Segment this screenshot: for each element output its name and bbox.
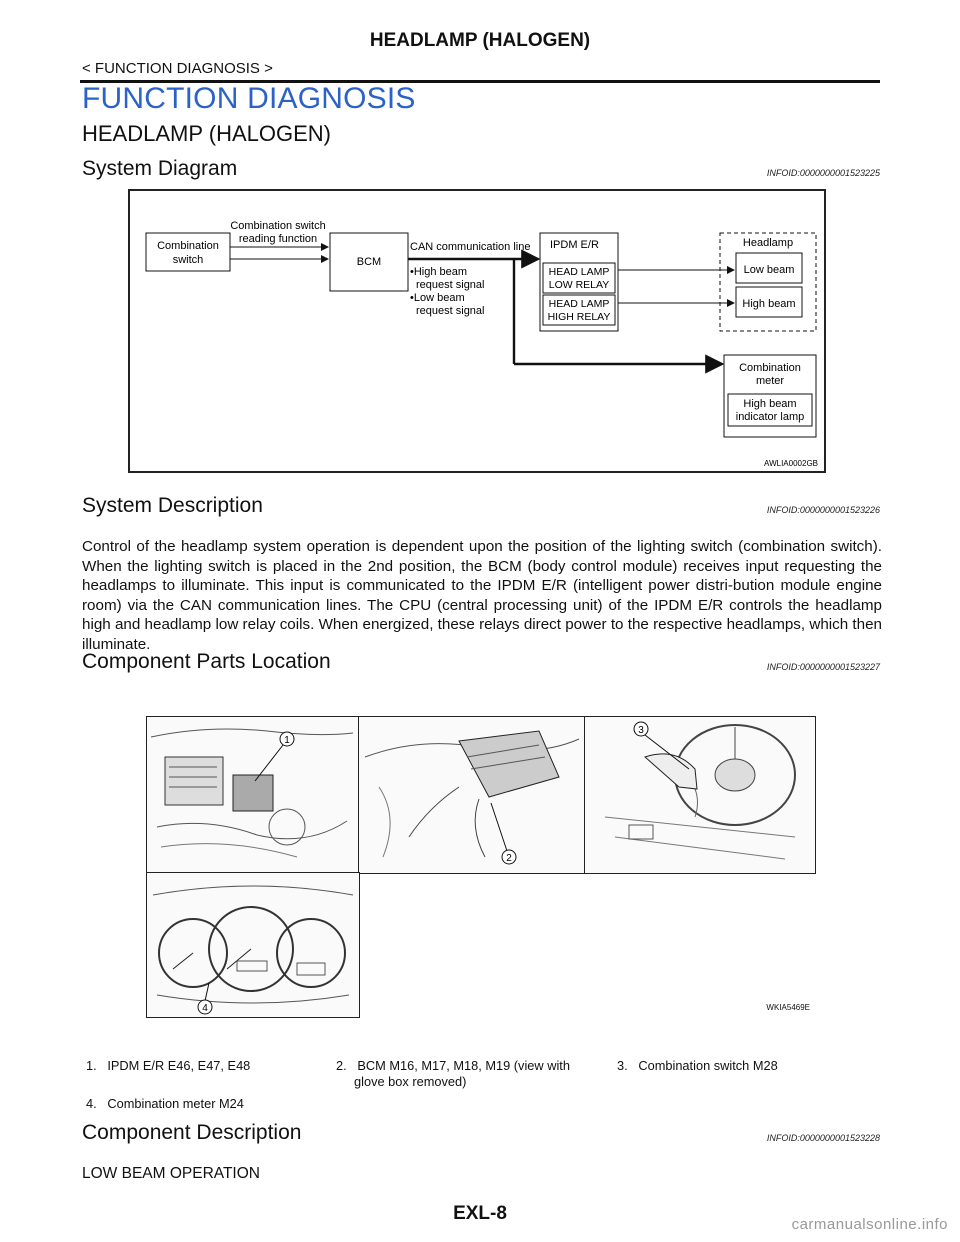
component-parts-figure <box>146 716 814 1016</box>
parts-figure-code: WKIA5469E <box>766 1003 810 1012</box>
legend-item-1: 1. IPDM E/R E46, E47, E48 <box>86 1058 251 1073</box>
system-description-infoid: INFOID:0000000001523226 <box>766 505 880 515</box>
high-beam-label: High beam <box>742 298 796 310</box>
system-diagram-figure <box>128 189 826 473</box>
diagram-code: AWLIA0002GB <box>764 459 818 468</box>
low-beam-operation-heading: LOW BEAM OPERATION <box>82 1165 260 1182</box>
legend-item-2-cont: glove box removed) <box>354 1074 467 1089</box>
legend-item-4: 4. Combination meter M24 <box>86 1096 244 1111</box>
page-header-title: HEADLAMP (HALOGEN) <box>369 30 591 51</box>
system-description-text: Control of the headlamp system operation is dependent upon the position of the lighting switch (combination switch). When the lighting switch is placed in the 2nd position, the BCM (body control module) receives input requesting the headlamps to illuminate. This input is communicated to the IPDM E/R (intelligent power distri-bution module engine room) via the CAN communication lines. The CPU (central processing unit) of the IPDM E/R controls the headlamp high and headlamp low relay coils. When energized, these relays direct power to the respective headlamps, which then illuminate. <box>82 538 882 653</box>
combination-switch-label-1: Combination <box>157 240 219 252</box>
combination-switch-label-2: switch <box>172 254 204 266</box>
high-relay-label-1: HEAD LAMP <box>548 298 610 310</box>
low-relay-label-2: LOW RELAY <box>548 279 610 291</box>
bcm-location-illustration <box>358 716 586 874</box>
system-diagram-infoid: INFOID:0000000001523225 <box>766 168 880 178</box>
system-diagram-heading: System Diagram <box>82 157 238 180</box>
page-number: EXL-8 <box>453 1203 507 1224</box>
ipdm-location-illustration <box>146 716 360 874</box>
system-description-heading: System Description <box>82 494 263 517</box>
signal-low-2: request signal <box>416 305 485 317</box>
component-parts-heading: Component Parts Location <box>82 650 331 673</box>
legend-item-2: 2. BCM M16, M17, M18, M19 (view with <box>336 1058 570 1073</box>
meter-label-1: Combination <box>739 362 801 374</box>
subsection-title: HEADLAMP (HALOGEN) <box>82 121 331 146</box>
signal-low-1: •Low beam <box>410 292 465 304</box>
combination-switch-location-illustration <box>584 716 816 874</box>
component-description-infoid: INFOID:0000000001523228 <box>766 1133 880 1143</box>
ipdm-label: IPDM E/R <box>550 239 599 251</box>
high-relay-label-2: HIGH RELAY <box>547 311 611 323</box>
legend-item-3: 3. Combination switch M28 <box>617 1058 778 1073</box>
indicator-label-1: High beam <box>743 398 797 410</box>
low-beam-label: Low beam <box>743 264 795 276</box>
callout-4: 4 <box>202 1003 208 1014</box>
can-line-label: CAN communication line <box>410 241 531 253</box>
signal-high-2: request signal <box>416 279 485 291</box>
combination-meter-location-illustration <box>146 872 360 1018</box>
callout-3: 3 <box>638 725 644 736</box>
signal-high-1: •High beam <box>410 266 468 278</box>
indicator-label-2: indicator lamp <box>735 411 805 423</box>
watermark: carmanualsonline.info <box>791 1216 948 1233</box>
callout-1: 1 <box>284 735 290 746</box>
breadcrumb: < FUNCTION DIAGNOSIS > <box>82 60 273 77</box>
component-description-heading: Component Description <box>82 1121 302 1144</box>
meter-label-2: meter <box>755 375 785 387</box>
callout-2: 2 <box>506 853 512 864</box>
headlamp-label: Headlamp <box>742 237 794 249</box>
switch-function-label-2: reading function <box>238 233 318 245</box>
parts-legend <box>80 1058 880 1118</box>
component-parts-infoid: INFOID:0000000001523227 <box>766 662 880 672</box>
bcm-label: BCM <box>356 256 382 268</box>
switch-function-label-1: Combination switch <box>230 220 326 232</box>
low-relay-label-1: HEAD LAMP <box>548 266 610 278</box>
section-title: FUNCTION DIAGNOSIS <box>82 82 416 115</box>
system-diagram-svg <box>130 191 824 471</box>
